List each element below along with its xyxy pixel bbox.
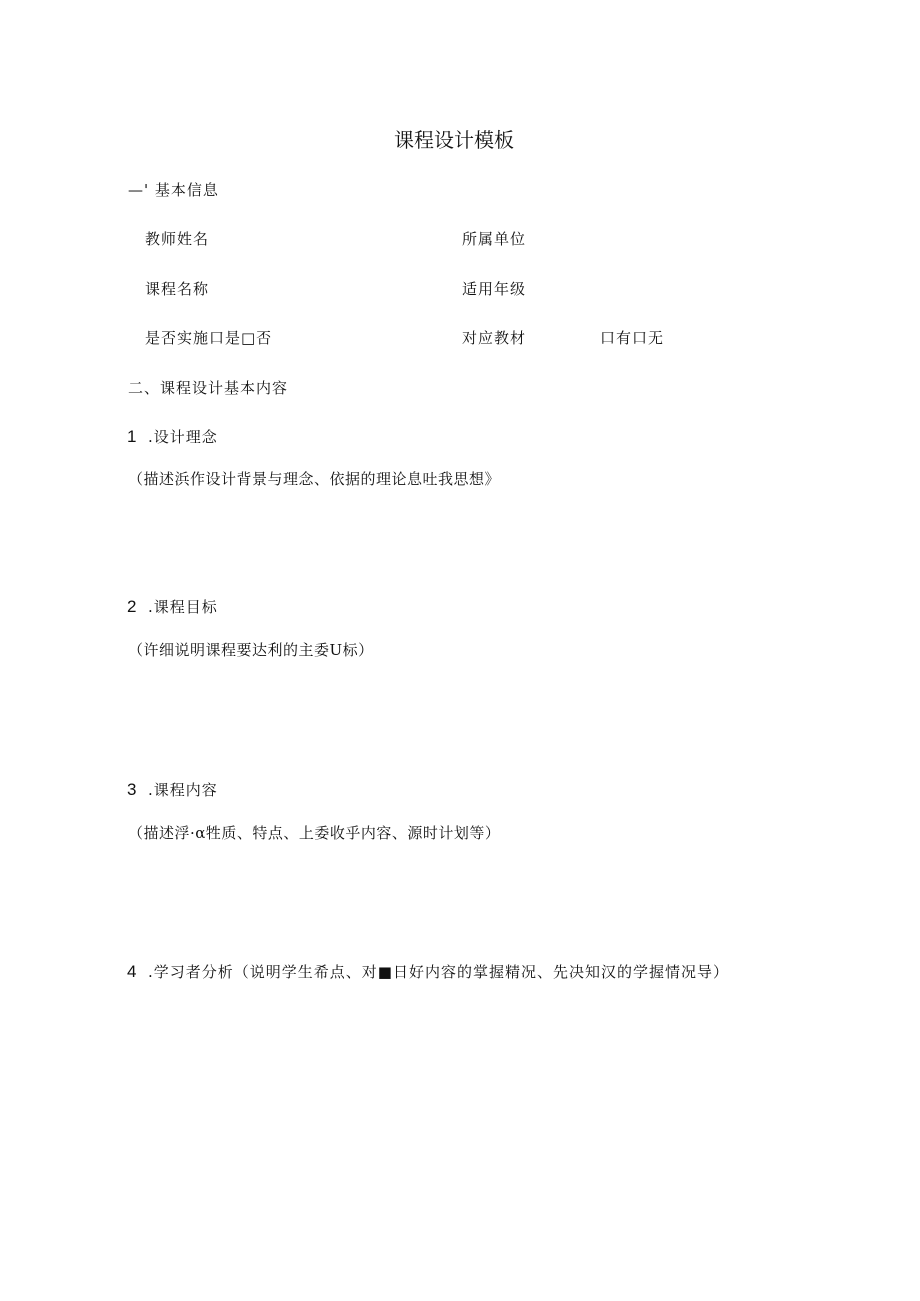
item-number: 2 [127, 597, 137, 616]
item-title-course-content: .课程内容 [148, 781, 218, 799]
section-basic-info-heading: —' 基本信息 [128, 181, 219, 199]
affiliation-label: 所属单位 [462, 230, 527, 248]
item-title-design-concept: .设计理念 [148, 428, 218, 446]
item-description: （描述浜作设计背景与理念、依据的理论息吐我思想》 [128, 470, 501, 488]
grade-label: 适用年级 [462, 280, 527, 298]
item-title-learner-analysis: .学习者分析（说明学生希点、对■日好内容的掌握精况、先决知汉的学握情况导） [148, 963, 729, 981]
item-number: 4 [127, 962, 137, 981]
course-name-label: 课程名称 [145, 280, 210, 298]
item-number: 3 [127, 780, 137, 799]
textbook-options: 口有口无 [600, 329, 665, 347]
implemented-label: 是否实施口是□否 [145, 329, 273, 347]
section-content-heading: 二、课程设计基本内容 [128, 379, 289, 397]
teacher-name-label: 教师姓名 [145, 230, 210, 248]
document-title: 课程设计模板 [394, 128, 514, 152]
item-title-course-goals: .课程目标 [148, 598, 218, 616]
item-description: （许细说明课程要达利的主委U标） [128, 641, 374, 659]
textbook-label: 对应教材 [462, 329, 527, 347]
item-description: （描述浮·α牲质、特点、上委收乎内容、源时计划等） [128, 824, 501, 842]
item-number: 1 [127, 427, 137, 446]
